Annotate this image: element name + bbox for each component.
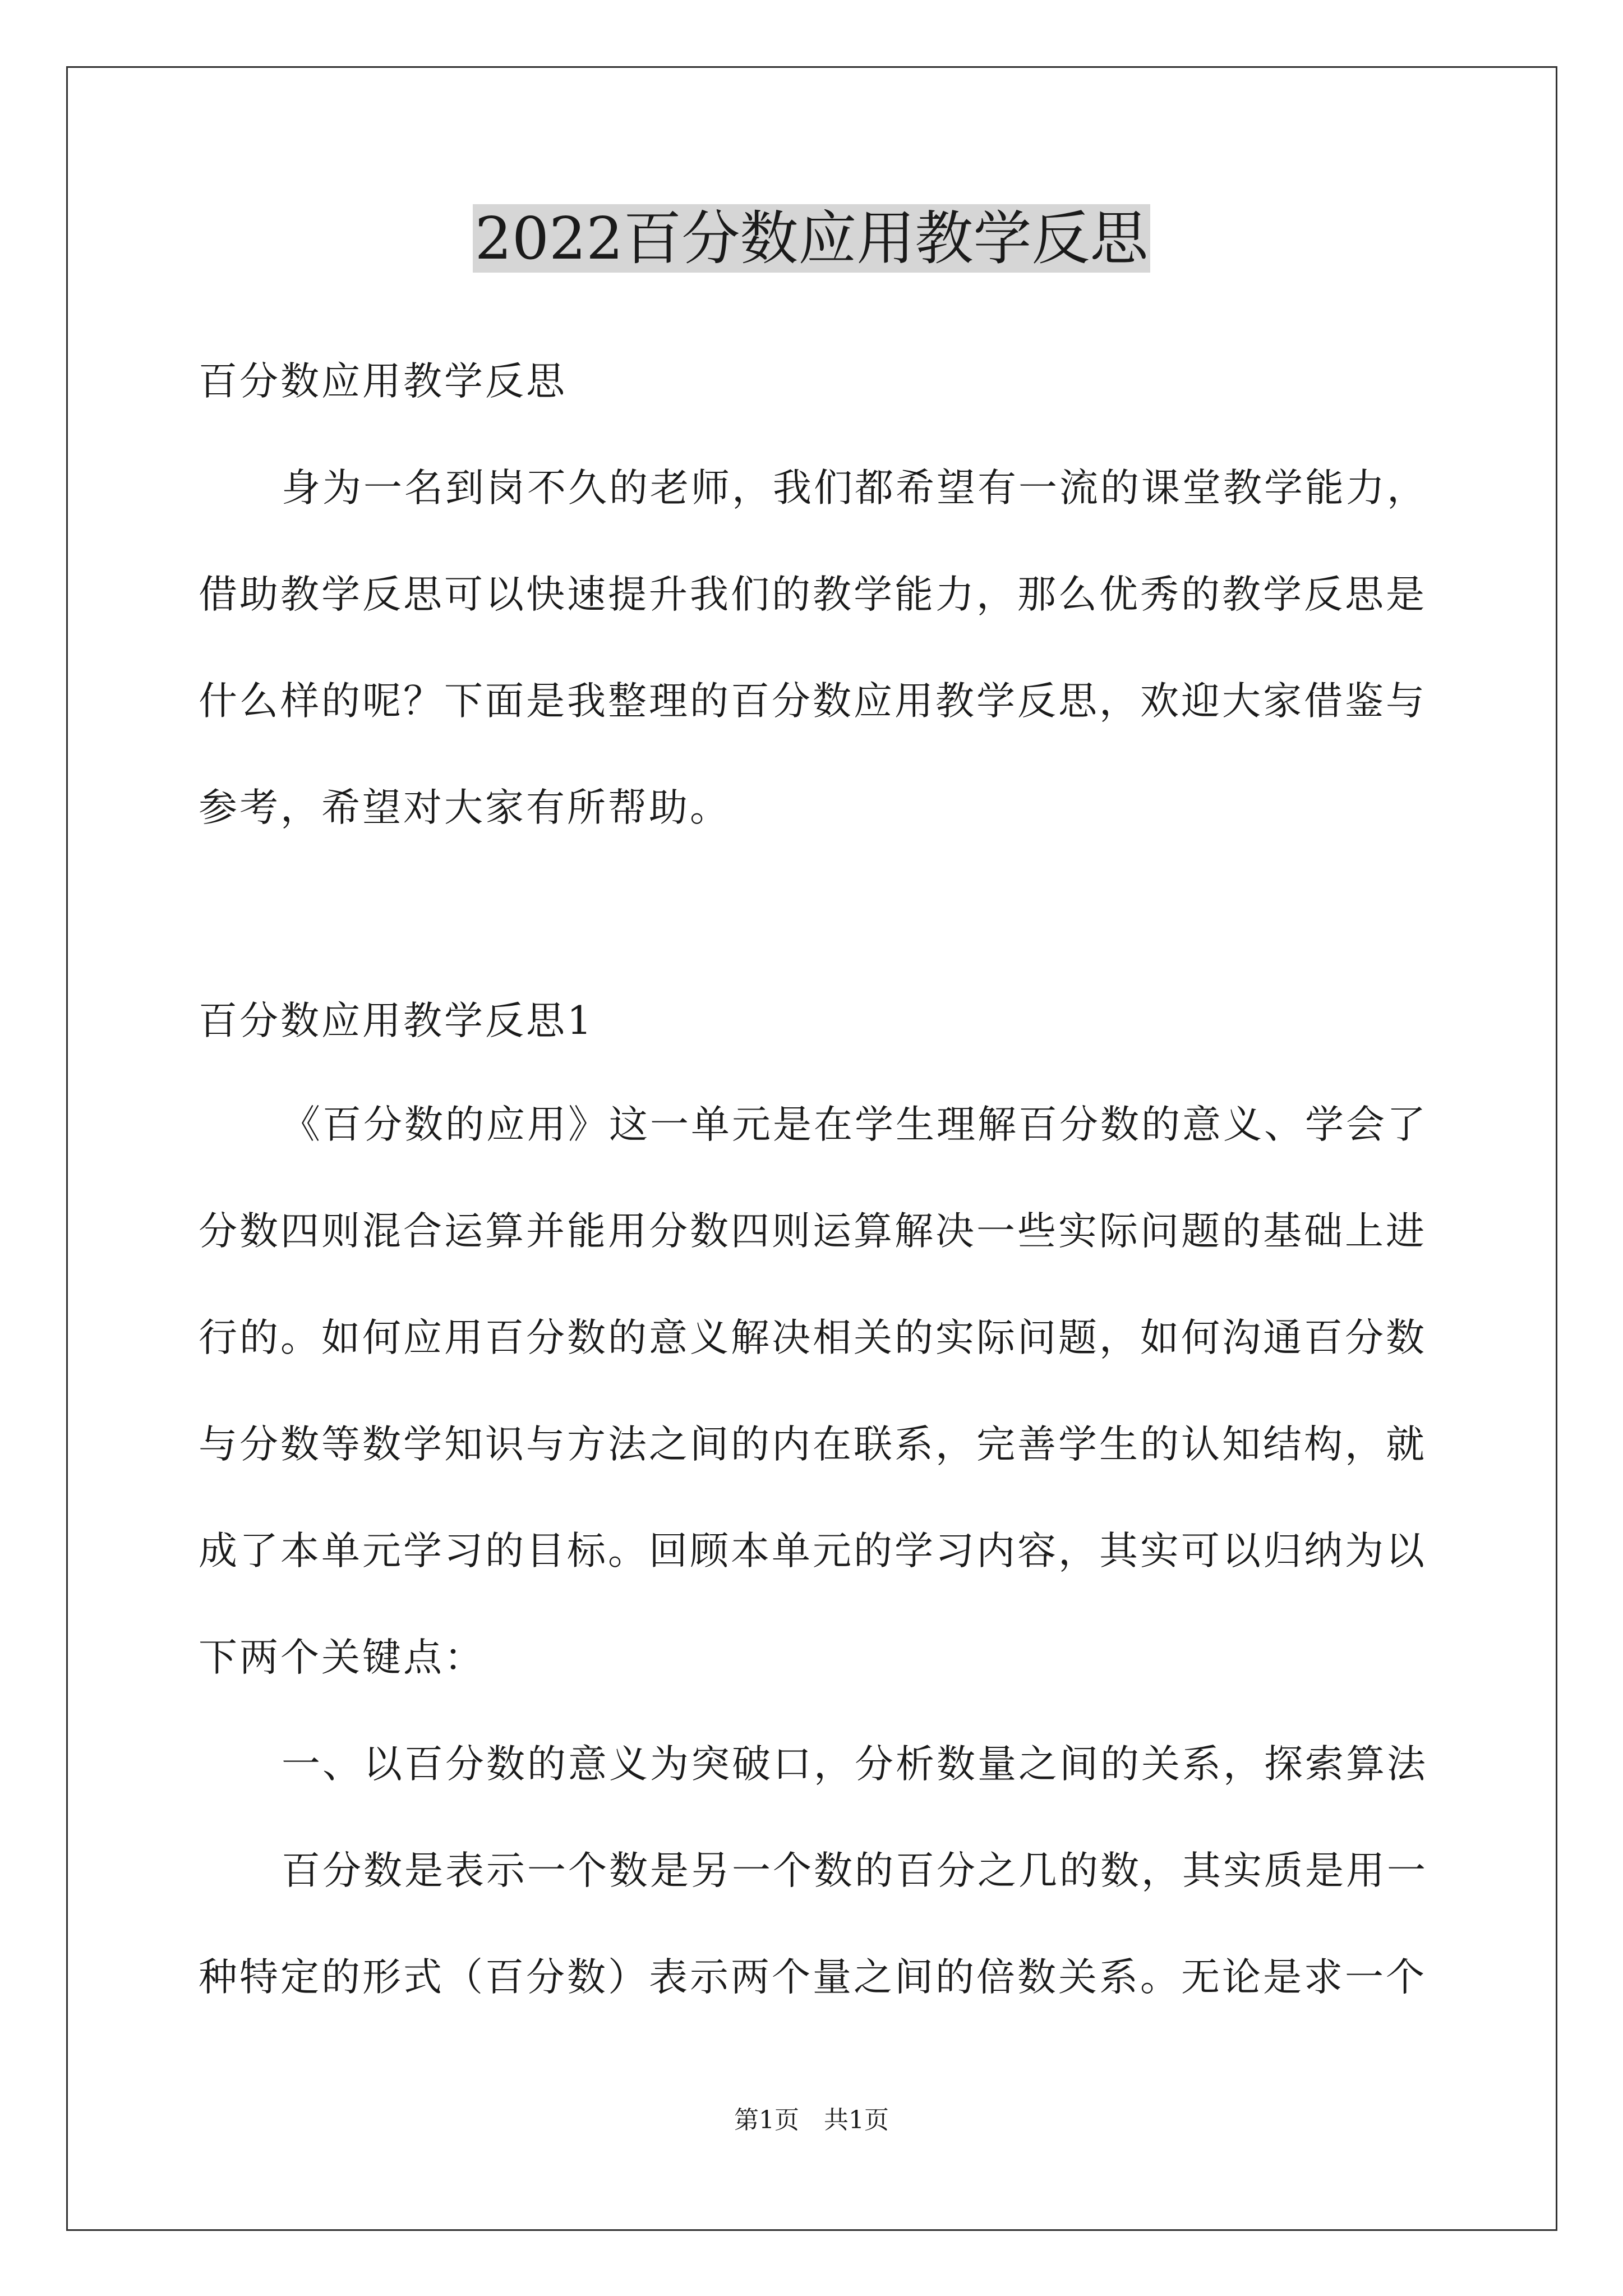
paragraph-line: 下两个关键点： (199, 1635, 485, 1680)
paragraph-line: 与分数等数学知识与方法之间的内在联系，完善学生的认知结构，就 (199, 1422, 1427, 1467)
paragraph-line: 身为一名到岗不久的老师，我们都希望有一流的课堂教学能力， (282, 466, 1428, 510)
paragraph-line: 《百分数的应用》这一单元是在学生理解百分数的意义、学会了 (282, 1102, 1428, 1147)
section-heading: 百分数应用教学反思1 (199, 999, 594, 1043)
paragraph-line: 参考，希望对大家有所帮助。 (199, 785, 731, 830)
paragraph-line: 分数四则混合运算并能用分数四则运算解决一些实际问题的基础上进 (199, 1209, 1427, 1254)
paragraph-line: 借助教学反思可以快速提升我们的教学能力，那么优秀的教学反思是 (199, 572, 1427, 617)
paragraph-line: 百分数是表示一个数是另一个数的百分之几的数，其实质是用一 (282, 1848, 1428, 1893)
paragraph-line: 种特定的形式（百分数）表示两个量之间的倍数关系。无论是求一个 (199, 1955, 1427, 2000)
document-title-text: 2022百分数应用教学反思 (473, 204, 1151, 273)
page-number: 第1页 共1页 (734, 2106, 889, 2134)
paragraph-line: 行的。如何应用百分数的意义解决相关的实际问题，如何沟通百分数 (199, 1315, 1427, 1360)
section-heading: 百分数应用教学反思 (199, 359, 567, 404)
subheading-line: 一、以百分数的意义为突破口，分析数量之间的关系，探索算法 (282, 1742, 1428, 1787)
document-title (0, 199, 1623, 278)
paragraph-line: 成了本单元学习的目标。回顾本单元的学习内容，其实可以归纳为以 (199, 1529, 1427, 1573)
paragraph-line: 什么样的呢？下面是我整理的百分数应用教学反思，欢迎大家借鉴与 (199, 679, 1427, 724)
